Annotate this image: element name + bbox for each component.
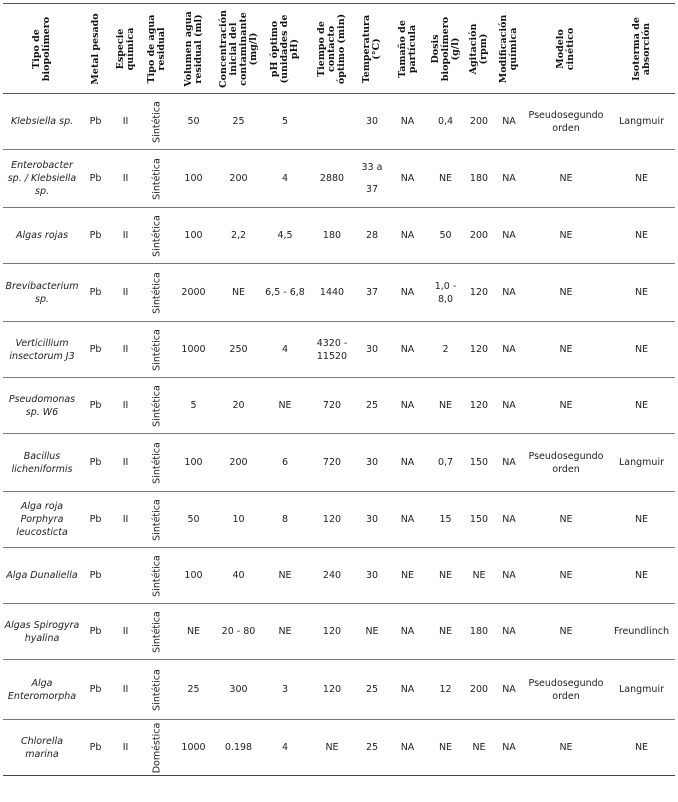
biopolymer-name-cell: Pseudomonas sp. W6 bbox=[8, 393, 76, 418]
water-type-label: Sintética bbox=[151, 271, 162, 314]
table-cell: NA bbox=[502, 287, 516, 298]
table-cell: 25 bbox=[365, 742, 379, 753]
column-header bbox=[494, 4, 524, 94]
table-cell: 20 bbox=[232, 400, 245, 411]
table-cell: 4 bbox=[281, 344, 289, 355]
column-header-label: Tamaño de partícula bbox=[396, 19, 418, 78]
table-cell: 240 bbox=[322, 570, 342, 581]
table-cell: Pb bbox=[89, 742, 102, 753]
table-cell: II bbox=[122, 230, 129, 241]
table-cell: 1,0 - 8,0 bbox=[434, 280, 457, 305]
table-row bbox=[3, 492, 675, 548]
table-cell: 120 bbox=[322, 514, 342, 525]
table-cell: 2000 bbox=[181, 287, 206, 298]
table-cell: Pb bbox=[89, 626, 102, 637]
table-cell: NE bbox=[325, 742, 339, 753]
water-type-label: Sintética bbox=[151, 498, 162, 541]
column-header-label: Concentración inicial del contaminante (mg/l) bbox=[217, 9, 259, 88]
table-cell: 6 bbox=[281, 457, 289, 468]
table-cell: 30 bbox=[365, 570, 379, 581]
water-type-cell bbox=[141, 378, 172, 434]
table-cell: 100 bbox=[184, 570, 203, 581]
column-header bbox=[427, 4, 464, 94]
column-header-label: Temperatura (°C) bbox=[361, 14, 382, 83]
column-header bbox=[608, 4, 675, 94]
table-cell: 200 bbox=[469, 230, 489, 241]
table-row bbox=[3, 94, 675, 150]
water-type-label: Sintética bbox=[151, 328, 162, 371]
column-header-label: Agitación (rpm) bbox=[468, 23, 489, 74]
table-cell: NE bbox=[559, 230, 573, 241]
table-cell: 1000 bbox=[181, 344, 206, 355]
table-cell: NE bbox=[559, 173, 573, 184]
column-header-label: Especie química bbox=[114, 27, 136, 70]
table-cell: 120 bbox=[469, 287, 489, 298]
table-cell: NA bbox=[400, 287, 415, 298]
water-type-label: Sintética bbox=[151, 554, 162, 597]
table-cell: 8 bbox=[281, 514, 289, 525]
table-cell: NE bbox=[634, 230, 649, 241]
table-cell: NE bbox=[559, 287, 573, 298]
biopolymer-name-cell: Algas rojas bbox=[15, 230, 69, 241]
table-cell: NE bbox=[438, 570, 453, 581]
table-cell: NA bbox=[400, 626, 415, 637]
table-cell: NE bbox=[634, 287, 649, 298]
water-type-cell bbox=[141, 492, 172, 548]
water-type-cell bbox=[141, 434, 172, 492]
water-type-cell bbox=[141, 322, 172, 378]
table-cell: 25 bbox=[187, 684, 200, 695]
table-cell: 720 bbox=[322, 457, 342, 468]
table-cell: NA bbox=[502, 457, 516, 468]
table-cell: II bbox=[122, 116, 129, 127]
table-cell: 12 bbox=[439, 684, 452, 695]
table-cell: II bbox=[122, 173, 129, 184]
table-cell: NE bbox=[278, 400, 292, 411]
table-cell: NA bbox=[502, 116, 516, 127]
table-cell: 120 bbox=[469, 344, 489, 355]
table-cell: 4320 - 11520 bbox=[316, 337, 348, 362]
column-header-label: Modificación química bbox=[498, 14, 519, 83]
table-cell: 25 bbox=[365, 400, 379, 411]
table-cell: 180 bbox=[469, 173, 489, 184]
table-cell: 180 bbox=[322, 230, 342, 241]
table-cell: II bbox=[122, 742, 129, 753]
table-cell: NA bbox=[400, 230, 415, 241]
table-cell: NA bbox=[502, 626, 516, 637]
water-type-cell bbox=[141, 720, 172, 776]
table-cell: 30 bbox=[365, 457, 379, 468]
table-row bbox=[3, 208, 675, 264]
table-body bbox=[3, 94, 675, 776]
table-cell: NA bbox=[400, 684, 415, 695]
column-header bbox=[110, 4, 141, 94]
table-cell: Pb bbox=[89, 287, 102, 298]
table-cell: 2 bbox=[442, 344, 449, 355]
table-cell: Pb bbox=[89, 457, 102, 468]
table-cell: 100 bbox=[184, 457, 203, 468]
table-cell: 15 bbox=[439, 514, 452, 525]
table-cell: 5 bbox=[190, 400, 197, 411]
table-cell: 250 bbox=[229, 344, 248, 355]
biopolymer-name-cell: Chlorella marina bbox=[21, 735, 63, 760]
column-header-label: Isoterma de absorción bbox=[630, 16, 652, 81]
table-cell: Pseudosegundo orden bbox=[528, 677, 604, 702]
table-row bbox=[3, 150, 675, 208]
table-cell: NE bbox=[634, 514, 649, 525]
table-cell: II bbox=[122, 514, 129, 525]
table-row bbox=[3, 378, 675, 434]
table-cell: 0,7 bbox=[437, 457, 454, 468]
table-cell: NE bbox=[278, 626, 292, 637]
table-cell: NE bbox=[559, 570, 573, 581]
table-cell: NE bbox=[634, 400, 649, 411]
table-cell: II bbox=[122, 684, 129, 695]
table-cell: 2880 bbox=[319, 173, 345, 184]
table-cell: NE bbox=[438, 173, 453, 184]
column-header bbox=[464, 4, 494, 94]
table-cell: NE bbox=[472, 742, 486, 753]
table-cell: NA bbox=[400, 344, 415, 355]
table-cell: NA bbox=[400, 742, 415, 753]
column-header bbox=[81, 4, 110, 94]
table-cell: 200 bbox=[229, 173, 248, 184]
table-cell: Pb bbox=[89, 514, 102, 525]
table-cell: NE bbox=[634, 570, 649, 581]
table-cell: 30 bbox=[365, 344, 379, 355]
table-cell: NA bbox=[502, 742, 516, 753]
table-cell: NE bbox=[438, 400, 453, 411]
table-cell bbox=[110, 548, 141, 604]
table-cell: NE bbox=[186, 626, 201, 637]
water-type-label: Sintética bbox=[151, 668, 162, 711]
table-cell: 120 bbox=[322, 684, 342, 695]
table-cell: NA bbox=[502, 684, 516, 695]
table-cell: 50 bbox=[187, 514, 200, 525]
water-type-label: Sintética bbox=[151, 441, 162, 484]
table-cell: NE bbox=[634, 173, 649, 184]
table-row bbox=[3, 604, 675, 660]
table-cell: NE bbox=[559, 514, 573, 525]
table-cell: 10 bbox=[232, 514, 245, 525]
table-cell: 50 bbox=[439, 230, 452, 241]
water-type-label: Sintética bbox=[151, 214, 162, 257]
column-header-label: Metal pesado bbox=[89, 12, 101, 85]
column-header bbox=[172, 4, 215, 94]
table-row bbox=[3, 660, 675, 720]
column-header-label: Tiempo de contacto óptimo (min) bbox=[316, 13, 347, 84]
table-cell: II bbox=[122, 626, 129, 637]
biopolymer-name-cell: Alga Dunaliella bbox=[6, 570, 78, 581]
table-cell: NE bbox=[438, 626, 453, 637]
table-cell: 200 bbox=[469, 116, 489, 127]
table-cell: 0,4 bbox=[437, 116, 454, 127]
biopolymer-table bbox=[3, 3, 675, 776]
table-row bbox=[3, 322, 675, 378]
column-header bbox=[141, 4, 172, 94]
column-header-label: Dosis biopolímero (g/l) bbox=[429, 16, 461, 81]
water-type-label: Sintética bbox=[151, 384, 162, 427]
table-cell: Pb bbox=[89, 116, 102, 127]
table-cell: NA bbox=[502, 570, 516, 581]
table-cell: 120 bbox=[469, 400, 489, 411]
table-cell: 2,2 bbox=[230, 230, 247, 241]
table-cell: NA bbox=[400, 173, 415, 184]
table-cell: 4,5 bbox=[277, 230, 293, 241]
table-cell: Pseudosegundo orden bbox=[528, 109, 604, 134]
table-cell: Freundlinch bbox=[614, 626, 669, 637]
table-cell: 180 bbox=[469, 626, 489, 637]
table-cell: 4 bbox=[281, 173, 289, 184]
column-header bbox=[3, 4, 81, 94]
water-type-cell bbox=[141, 94, 172, 150]
biopolymer-name-cell: Enterobacter sp. / Klebsiella sp. bbox=[7, 160, 77, 197]
table-cell: NE bbox=[231, 287, 246, 298]
table-cell: 28 bbox=[365, 230, 379, 241]
table-cell: II bbox=[122, 457, 129, 468]
table-cell: 25 bbox=[365, 684, 379, 695]
column-header-label: pH óptimo (unidades de pH) bbox=[269, 14, 300, 83]
water-type-label: Sintética bbox=[151, 100, 162, 143]
table-cell: Langmuir bbox=[619, 457, 664, 468]
table-cell: 100 bbox=[184, 173, 203, 184]
table-cell: 150 bbox=[469, 457, 489, 468]
table-cell: 5 bbox=[281, 116, 289, 127]
table-cell: NE bbox=[559, 344, 573, 355]
table-cell: 37 bbox=[365, 287, 379, 298]
table-cell: II bbox=[122, 344, 129, 355]
water-type-cell bbox=[141, 548, 172, 604]
column-header bbox=[388, 4, 427, 94]
table-cell: Langmuir bbox=[619, 116, 664, 127]
table-cell: NE bbox=[438, 742, 453, 753]
water-type-label: Doméstica bbox=[151, 722, 162, 773]
table-cell: NE bbox=[365, 626, 379, 637]
table-cell: NE bbox=[278, 570, 292, 581]
table-cell: 1440 bbox=[319, 287, 345, 298]
table-cell: 25 bbox=[232, 116, 245, 127]
table-cell: 30 bbox=[365, 514, 379, 525]
biopolymer-name-cell: Verticillium insectorum J3 bbox=[9, 337, 75, 362]
table-cell: Pb bbox=[89, 684, 102, 695]
column-header bbox=[356, 4, 388, 94]
table-cell: 0.198 bbox=[224, 742, 253, 753]
table-cell: 20 - 80 bbox=[221, 626, 256, 637]
column-header bbox=[215, 4, 262, 94]
table-cell: 300 bbox=[229, 684, 248, 695]
table-cell: 200 bbox=[229, 457, 248, 468]
table-cell: NA bbox=[502, 344, 516, 355]
table-cell: Pb bbox=[89, 173, 102, 184]
table-cell: 33 a 37 bbox=[361, 161, 383, 195]
table-cell: NE bbox=[559, 626, 573, 637]
column-header bbox=[524, 4, 608, 94]
table-row bbox=[3, 434, 675, 492]
table-cell: NE bbox=[559, 400, 573, 411]
table-cell: NE bbox=[400, 570, 415, 581]
table-cell: Pb bbox=[89, 344, 102, 355]
water-type-cell bbox=[141, 150, 172, 208]
water-type-cell bbox=[141, 208, 172, 264]
column-header-label: Tipo de agua residual bbox=[145, 14, 167, 83]
biopolymer-name-cell: Brevibacterium sp. bbox=[5, 280, 79, 305]
table-cell: NA bbox=[400, 457, 415, 468]
table-cell: 30 bbox=[365, 116, 379, 127]
table-cell: 200 bbox=[469, 684, 489, 695]
table-row bbox=[3, 720, 675, 776]
column-header bbox=[262, 4, 308, 94]
water-type-cell bbox=[141, 604, 172, 660]
table-cell: Pseudosegundo orden bbox=[528, 450, 604, 475]
water-type-label: Sintética bbox=[151, 157, 162, 200]
table-cell: II bbox=[122, 400, 129, 411]
table-cell: 100 bbox=[184, 230, 203, 241]
table-cell: NE bbox=[634, 742, 649, 753]
column-header bbox=[308, 4, 356, 94]
table-cell: II bbox=[122, 287, 129, 298]
biopolymer-name-cell: Bacillus licheniformis bbox=[11, 450, 73, 475]
table-cell: NE bbox=[472, 570, 486, 581]
table-cell: NA bbox=[502, 230, 516, 241]
table-cell: NA bbox=[502, 400, 516, 411]
table-cell: 120 bbox=[322, 626, 342, 637]
table-cell: 150 bbox=[469, 514, 489, 525]
table-row bbox=[3, 548, 675, 604]
column-header-label: Modelo cinético bbox=[555, 27, 576, 70]
column-header-label: Volumen agua residual (ml) bbox=[182, 10, 204, 87]
table-cell: 1000 bbox=[181, 742, 206, 753]
table-cell: Pb bbox=[89, 400, 102, 411]
biopolymer-name-cell: Alga Enteromorpha bbox=[7, 677, 77, 702]
table-cell: 40 bbox=[232, 570, 245, 581]
table-cell: 6,5 - 6,8 bbox=[265, 287, 305, 298]
table-cell: Langmuir bbox=[619, 684, 664, 695]
table-cell: Pb bbox=[89, 570, 102, 581]
biopolymer-name-cell: Klebsiella sp. bbox=[10, 116, 74, 127]
table-cell: NA bbox=[502, 514, 516, 525]
biopolymer-name-cell: Algas Spirogyra hyalina bbox=[4, 619, 80, 644]
table-row bbox=[3, 264, 675, 322]
biopolymer-name-cell: Alga roja Porphyra leucosticta bbox=[16, 501, 68, 538]
table-cell: 50 bbox=[187, 116, 200, 127]
table-cell: 720 bbox=[322, 400, 342, 411]
header-row bbox=[3, 4, 675, 94]
table-cell: 3 bbox=[281, 684, 289, 695]
water-type-cell bbox=[141, 660, 172, 720]
table-cell: NE bbox=[559, 742, 573, 753]
table-cell: 4 bbox=[281, 742, 289, 753]
table-cell: NA bbox=[502, 173, 516, 184]
table-cell bbox=[308, 94, 356, 150]
water-type-label: Sintética bbox=[151, 610, 162, 653]
table-cell: NA bbox=[400, 514, 415, 525]
table-cell: Pb bbox=[89, 230, 102, 241]
table-cell: NA bbox=[400, 116, 415, 127]
table-cell: NE bbox=[634, 344, 649, 355]
column-header-label: Tipo de biopolímero bbox=[31, 16, 52, 81]
table-cell: NA bbox=[400, 400, 415, 411]
water-type-cell bbox=[141, 264, 172, 322]
